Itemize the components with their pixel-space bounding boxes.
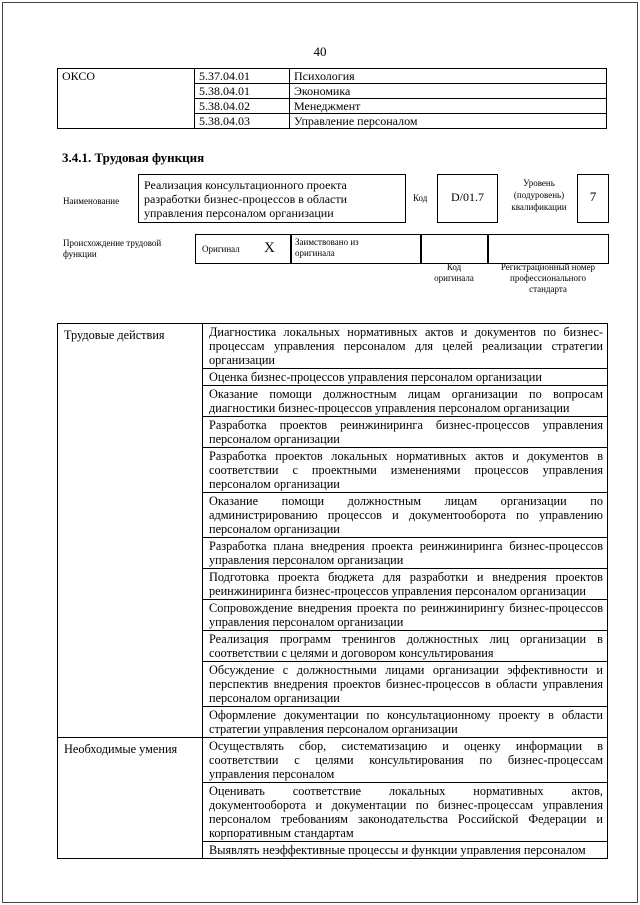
skills-row [58,738,608,859]
labor-actions-list [203,324,608,738]
skill-item: Оценивать соответствие локальных нормативных актов, документооборота и документации по бизнес-процессам управления персоналом требованиям законодательства Российской Федерации и корпоративным стандартам [203,783,607,842]
labor-action-item: Обсуждение с должностными лицами организации эффективности и перспектив внедрения проектов бизнес-процессов в области управления персоналом организации [203,662,607,707]
okso-name: Менеджмент [290,99,607,114]
labor-action-item: Разработка плана внедрения проекта реинжиниринга бизнес-процессов управления персоналом организации [203,538,607,569]
skill-item: Выявлять неэффективные процессы и функции управления персоналом [209,843,586,857]
okso-name: Экономика [290,84,607,99]
labor-action-item: Диагностика локальных нормативных актов и документов по бизнес-процессам управления персоналом для целей реализации стратегии организации [203,324,607,369]
function-code-box: D/01.7 [437,174,498,223]
labor-action-item: Сопровождение внедрения проекта по реинжинирингу бизнес-процессов управления персоналом организации [203,600,607,631]
borrowed-box [290,234,422,264]
code-label: Код [413,193,428,203]
skills-label: Необходимые умения [58,738,203,859]
labor-action-item: Оказание помощи должностным лицам организации по администрированию процессов и документооборота по управлению персоналом организации [203,493,607,538]
okso-code: 5.38.04.02 [195,99,290,114]
okso-table [57,68,607,129]
labor-actions-label: Трудовые действия [58,324,203,738]
origin-label: Происхождение трудовой функции [63,238,162,259]
okso-name: Психология [290,69,607,84]
okso-code: 5.37.04.01 [195,69,290,84]
labor-action-item: Оказание помощи должностным лицам организации по вопросам диагностики бизнес-процессов управления персоналом организации [203,386,607,417]
okso-code: 5.38.04.01 [195,84,290,99]
labor-action-item: Подготовка проекта бюджета для разработки и внедрения проектов реинжиниринга бизнес-процессов управления персоналом организации [203,569,607,600]
level-label: Уровень (подуровень) квалификации [511,178,567,212]
name-label: Наименование [63,196,120,206]
borrowed-label: Заимствовано из оригинала [295,237,359,258]
labor-actions-row [58,324,608,738]
reg-number-box [487,234,609,264]
level-box: 7 [577,174,609,223]
okso-row [58,69,607,84]
page-number: 40 [313,44,327,59]
original-code-box [420,234,489,264]
original-box [195,234,292,264]
okso-label: ОКСО [58,69,195,129]
skills-list [203,738,608,859]
labor-action-item: Оформление документации по консультационному проекту в области стратегии управления персоналом организации [209,708,603,736]
okso-code: 5.38.04.03 [195,114,290,129]
function-name: Реализация консультационного проекта разработки бизнес-процессов в области управления персоналом организации [138,174,406,223]
labor-action-item: Оценка бизнес-процессов управления персоналом организации [203,369,607,386]
labor-action-item: Разработка проектов реинжиниринга бизнес-процессов управления персоналом организации [203,417,607,448]
labor-action-item: Реализация программ тренингов должностных лиц организации в соответствии с целями и договором консультирования [203,631,607,662]
original-mark: X [264,240,275,256]
labor-action-item: Разработка проектов локальных нормативных актов и документов в соответствии с проектными изменениями процессов управления персоналом организации [203,448,607,493]
section-title: 3.4.1. Трудовая функция [62,150,205,165]
skill-item: Осуществлять сбор, систематизацию и оценку информации в соответствии с целями консультирования по бизнес-процессам управления персоналом [203,738,607,783]
original-label: Оригинал [202,244,240,254]
code-caption: Код оригинала [434,262,474,283]
okso-name: Управление персоналом [290,114,607,129]
reg-caption: Регистрационный номер профессионального стандарта [500,262,596,294]
functions-table [57,323,608,859]
